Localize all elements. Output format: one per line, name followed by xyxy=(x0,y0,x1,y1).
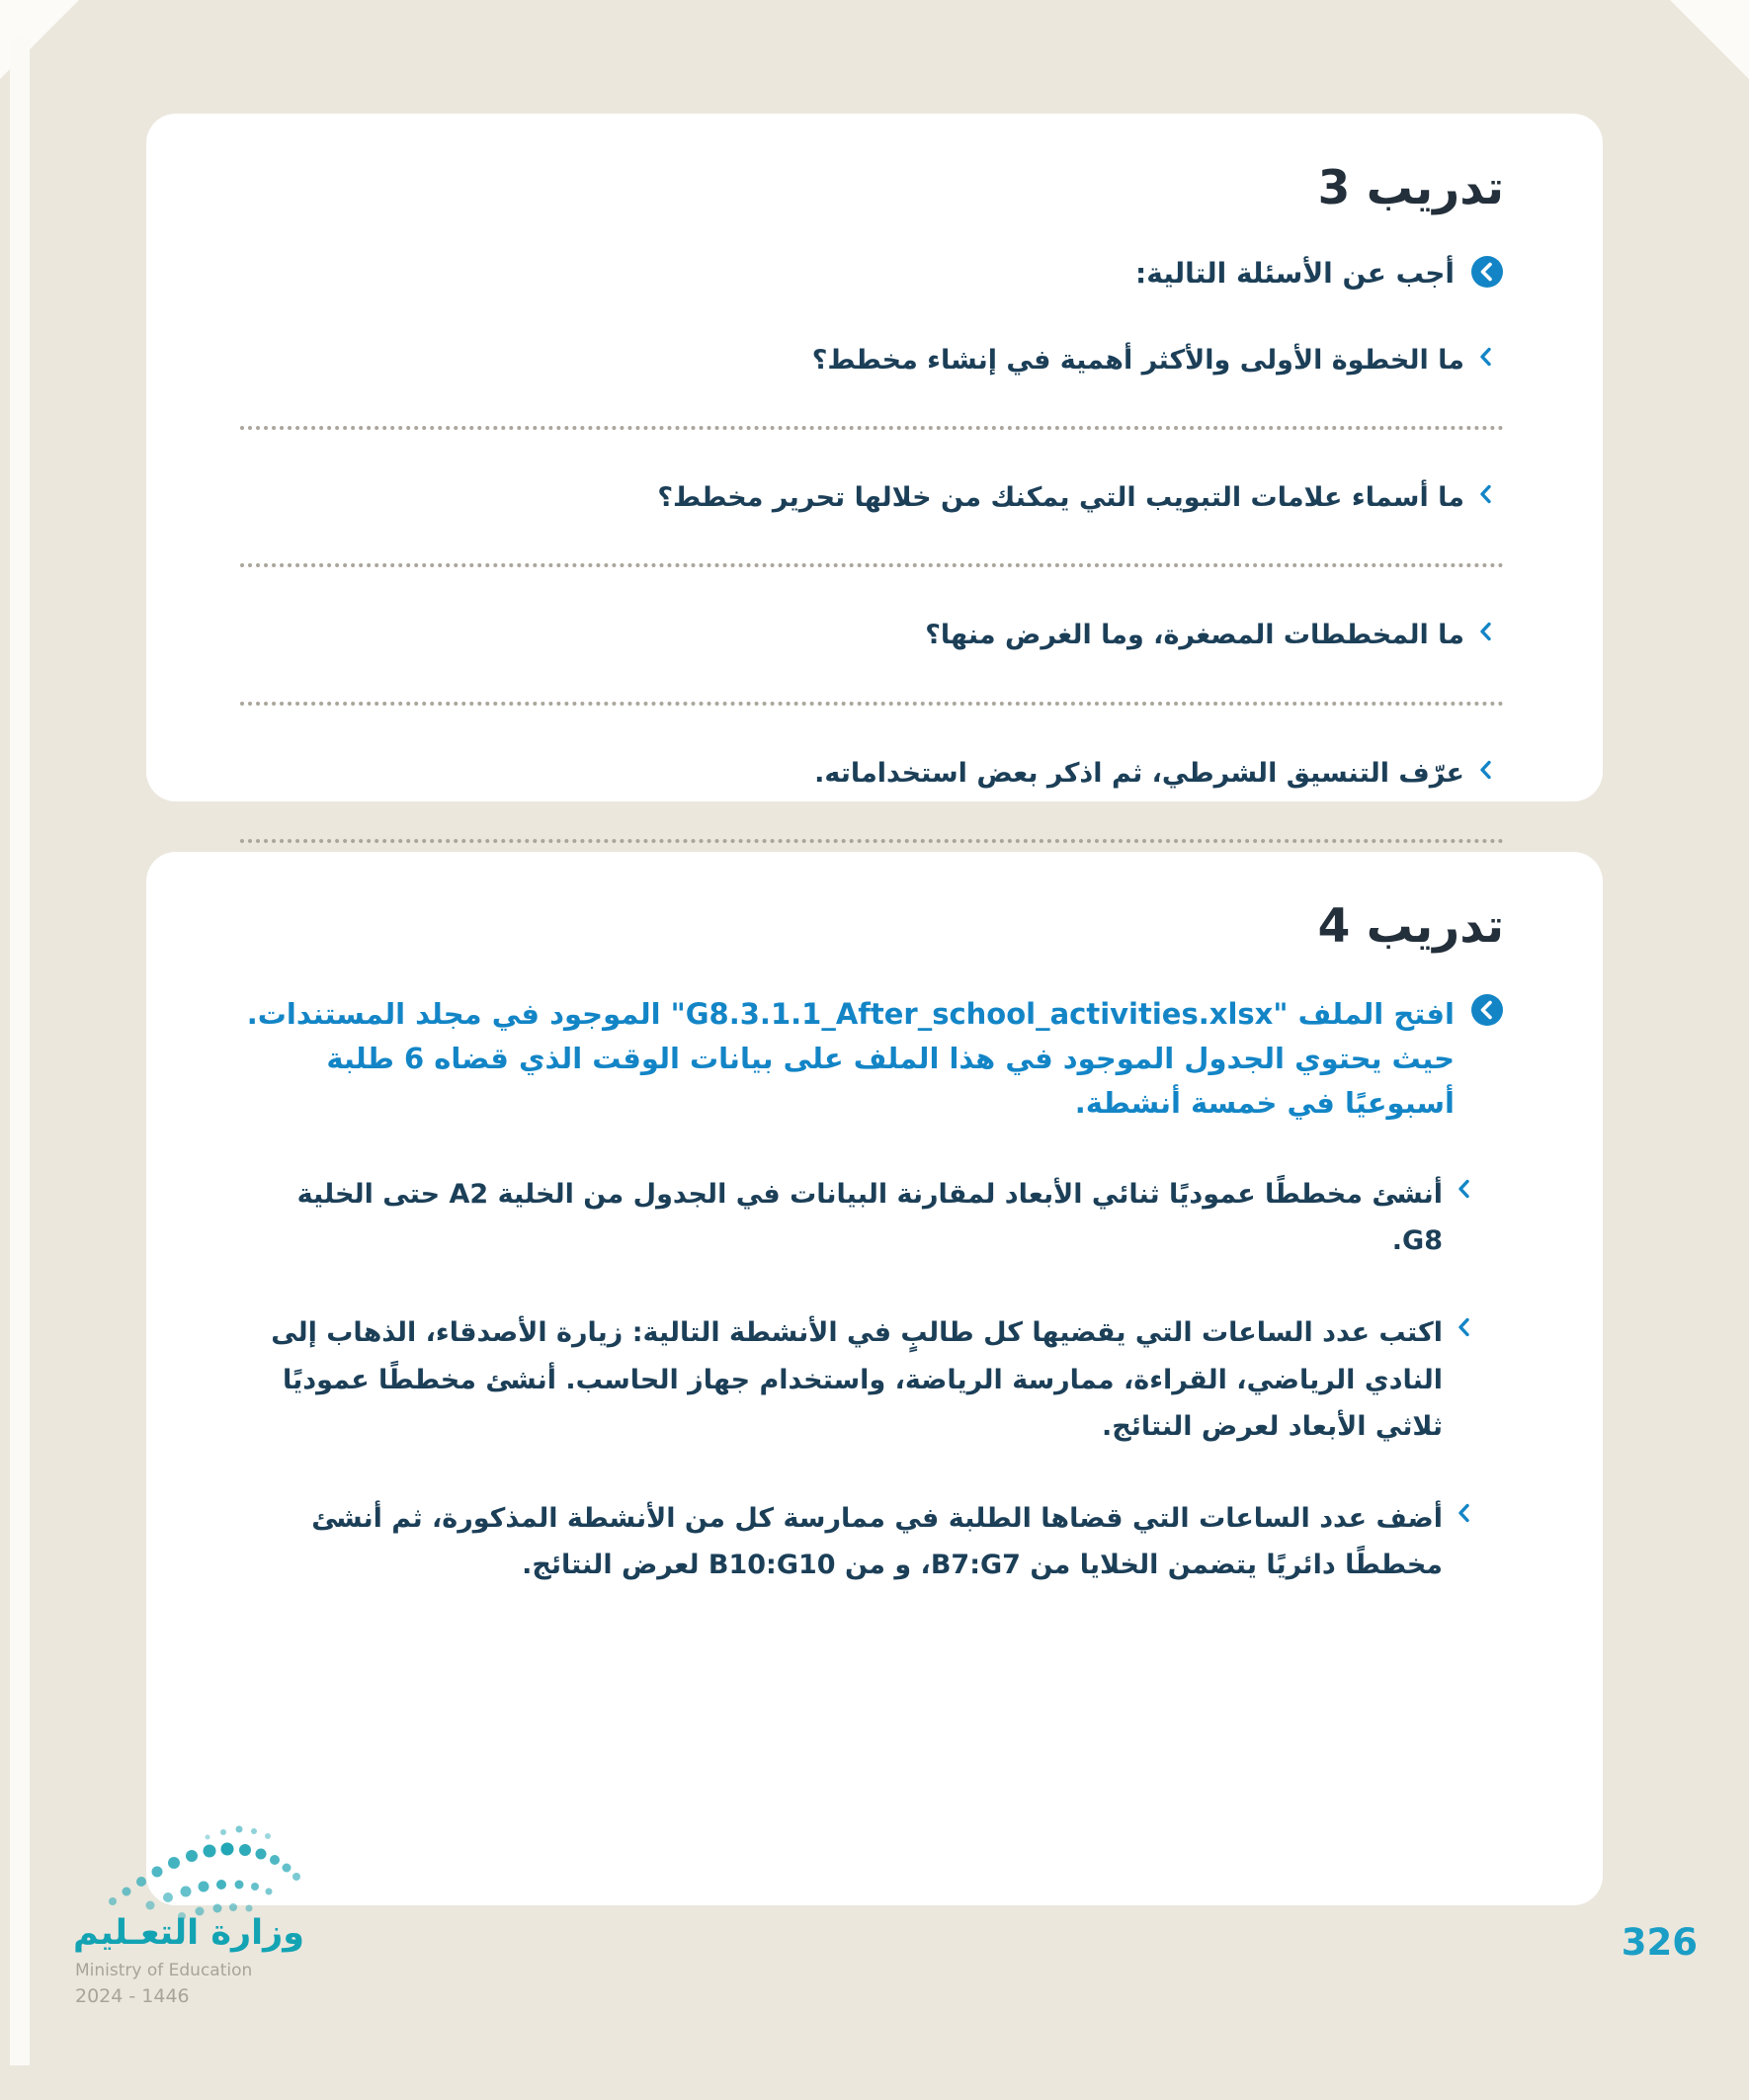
chevron-left-icon xyxy=(1478,484,1492,508)
question-text: ما المخططات المصغرة، وما الغرض منها؟ xyxy=(925,620,1464,651)
questions-list xyxy=(240,339,1504,843)
answer-dotted-line xyxy=(240,702,1504,706)
chevron-left-icon xyxy=(1457,1179,1470,1203)
chevron-circle-icon xyxy=(1470,255,1504,293)
question-row xyxy=(240,476,1504,519)
chevron-left-icon xyxy=(1457,1317,1470,1341)
answer-dotted-line xyxy=(240,426,1504,430)
question-text: ما أسماء علامات التبويب التي يمكنك من خلالها تحرير مخطط؟ xyxy=(657,482,1464,514)
answer-dotted-line xyxy=(240,839,1504,843)
exercise3-title: تدريب 3 xyxy=(1317,161,1504,215)
question-row xyxy=(240,614,1504,656)
exercise4-bullets xyxy=(240,1171,1504,1589)
chevron-left-icon xyxy=(1457,1503,1470,1527)
bullet-row xyxy=(240,1495,1470,1589)
bullet-row xyxy=(240,1309,1470,1450)
exercise3-card xyxy=(146,114,1603,801)
chevron-left-icon xyxy=(1478,760,1492,784)
chevron-left-icon xyxy=(1478,347,1492,371)
question-row xyxy=(240,752,1504,795)
ministry-logo-years: 2024 - 1446 xyxy=(75,1985,190,2007)
exercise4-intro-row xyxy=(240,991,1504,1126)
exercise4-card xyxy=(146,852,1603,1905)
question-row xyxy=(240,339,1504,381)
answer-dotted-line xyxy=(240,563,1504,567)
bullet-text: أضف عدد الساعات التي قضاها الطلبة في ممارسة كل من الأنشطة المذكورة، ثم أنشئ مخططًا دائريًا يتضمن الخلايا من B7:G7، و من B10:G10 لعرض النتائج. xyxy=(311,1503,1443,1581)
question-text: ما الخطوة الأولى والأكثر أهمية في إنشاء مخطط؟ xyxy=(811,345,1464,376)
page-left-edge-strip xyxy=(10,38,30,2065)
exercise3-prompt-text: أجب عن الأسئلة التالية: xyxy=(1135,257,1455,290)
chevron-left-icon xyxy=(1478,622,1492,645)
ministry-logo-wordmark: وزارة التعـليم xyxy=(73,1913,305,1953)
bullet-text: أنشئ مخططًا عموديًا ثنائي الأبعاد لمقارنة البيانات في الجدول من الخلية A2 حتى الخلية G8. xyxy=(296,1178,1443,1257)
exercise4-intro-text: افتح الملف "G8.3.1.1_After_school_activities.xlsx" الموجود في مجلد المستندات. حيث يحتوي الجدول الموجود في هذا الملف على بيانات الوقت الذي قضاه 6 طلبة أسبوعيًا في خمسة أنشطة. xyxy=(246,997,1455,1120)
exercise3-prompt-row xyxy=(240,253,1504,293)
ministry-logo-subtitle: Ministry of Education xyxy=(75,1961,253,1980)
bullet-text: اكتب عدد الساعات التي يقضيها كل طالبٍ في الأنشطة التالية: زيارة الأصدقاء، الذهاب إلى النادي الرياضي، القراءة، ممارسة الرياضة، واستخدام جهاز الحاسب. أنشئ مخططًا عموديًا ثلاثي الأبعاد لعرض النتائج. xyxy=(271,1317,1443,1442)
question-text: عرّف التنسيق الشرطي، ثم اذكر بعض استخداماته. xyxy=(814,757,1464,789)
page-corner-top-right xyxy=(1670,0,1749,79)
exercise4-title: تدريب 4 xyxy=(1317,899,1504,954)
chevron-circle-icon xyxy=(1470,993,1504,1031)
bullet-row xyxy=(240,1171,1470,1265)
page-number: 326 xyxy=(1621,1921,1698,1964)
